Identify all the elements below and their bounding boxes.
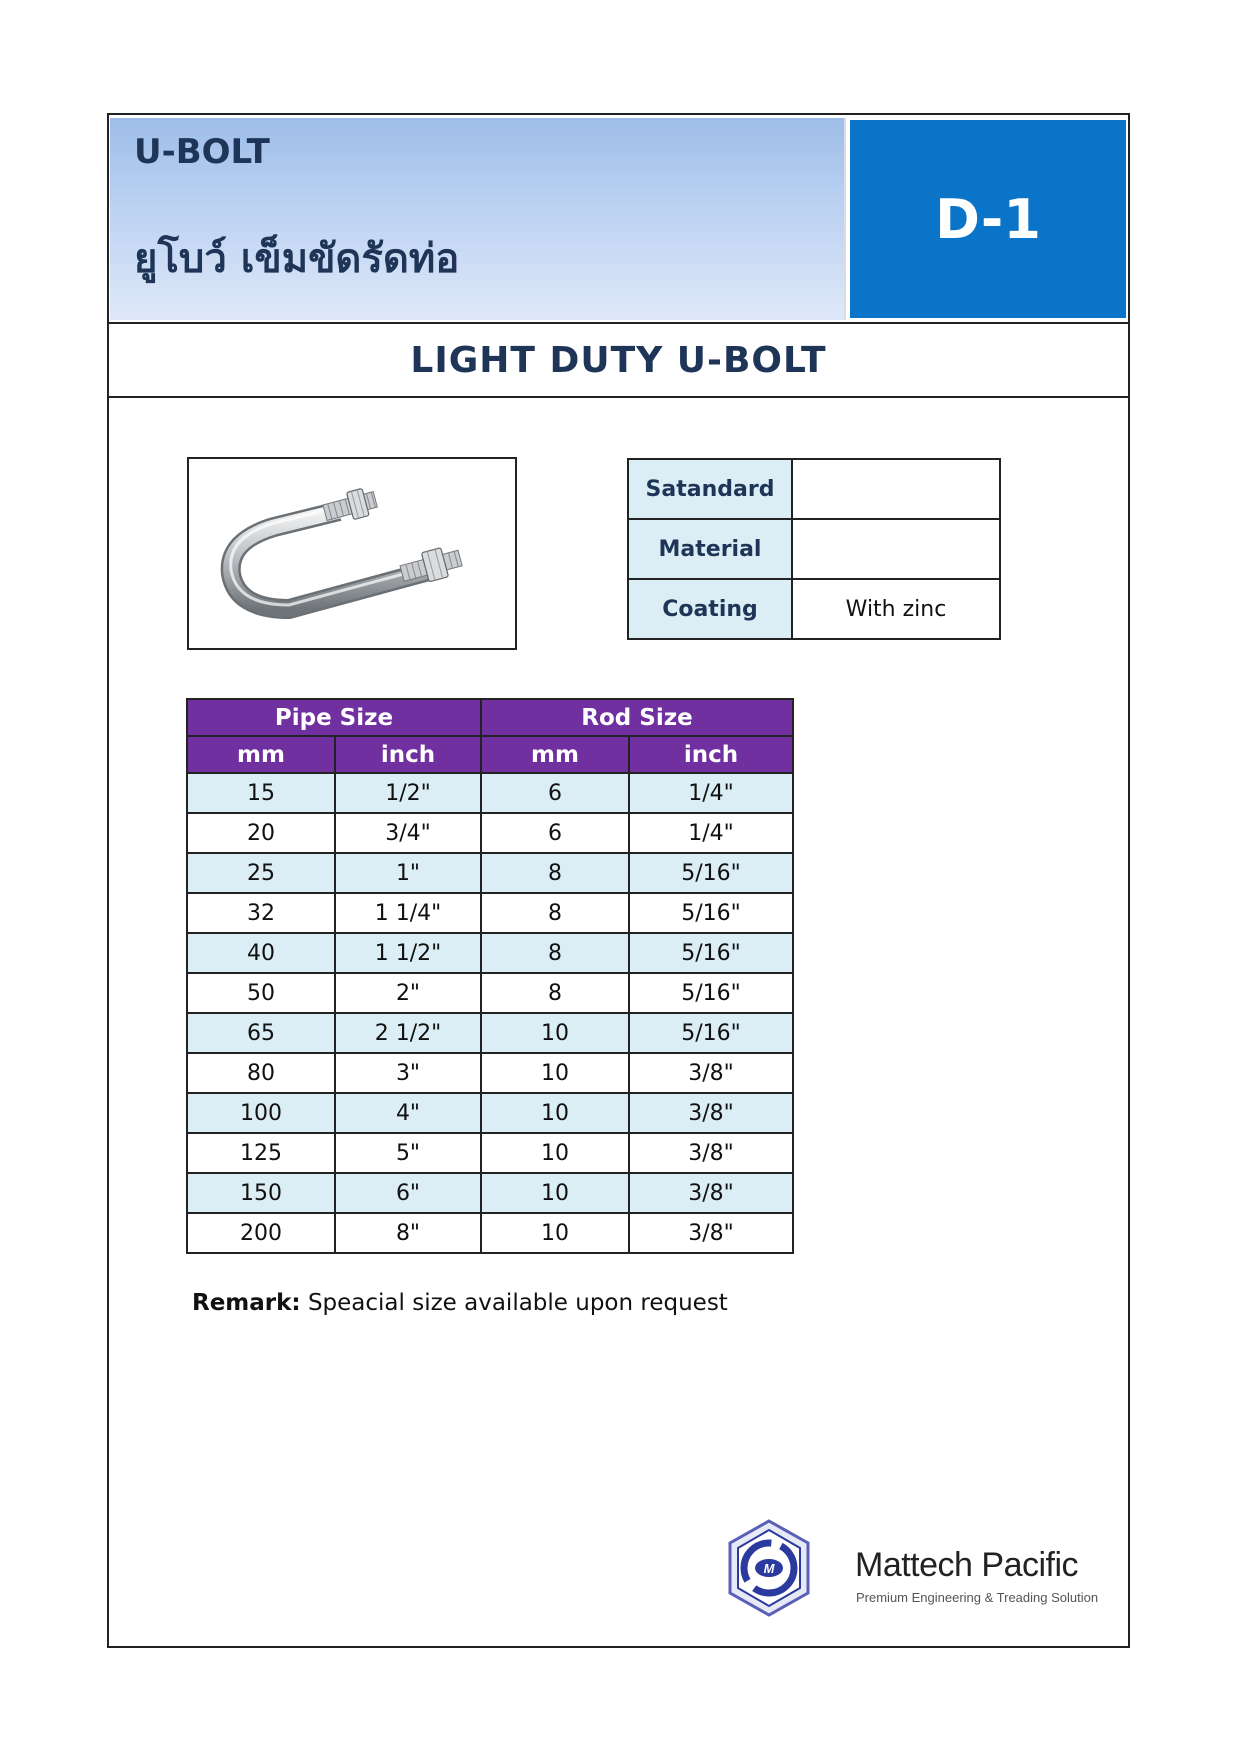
col-header-rod-mm: mm	[481, 736, 629, 773]
pipe-mm-cell: 25	[187, 853, 335, 893]
table-row	[187, 1173, 793, 1213]
u-bolt-image	[187, 457, 517, 650]
u-bolt-illustration	[189, 459, 515, 648]
remark-text: Speacial size available upon request	[300, 1290, 728, 1316]
pipe-inch-cell: 4"	[335, 1093, 481, 1133]
pipe-inch-cell: 6"	[335, 1173, 481, 1213]
size-sub-header-row	[187, 736, 793, 773]
table-row	[187, 773, 793, 813]
pipe-mm-cell: 80	[187, 1053, 335, 1093]
col-header-pipe-inch: inch	[335, 736, 481, 773]
rod-mm-cell: 8	[481, 853, 629, 893]
pipe-mm-cell: 65	[187, 1013, 335, 1053]
rod-inch-cell: 5/16"	[629, 853, 793, 893]
size-group-header-row	[187, 699, 793, 736]
size-table	[186, 698, 794, 1254]
pipe-mm-cell: 40	[187, 933, 335, 973]
rod-mm-cell: 10	[481, 1173, 629, 1213]
spec-row	[628, 579, 1000, 639]
rod-mm-cell: 10	[481, 1133, 629, 1173]
size-table-body	[187, 773, 793, 1253]
rod-mm-cell: 10	[481, 1213, 629, 1253]
pipe-mm-cell: 15	[187, 773, 335, 813]
pipe-inch-cell: 1 1/2"	[335, 933, 481, 973]
rod-mm-cell: 10	[481, 1093, 629, 1133]
pipe-mm-cell: 20	[187, 813, 335, 853]
spec-label-material: Material	[628, 519, 792, 579]
pipe-inch-cell: 1/2"	[335, 773, 481, 813]
rod-mm-cell: 10	[481, 1013, 629, 1053]
table-row	[187, 933, 793, 973]
rod-inch-cell: 1/4"	[629, 813, 793, 853]
rod-inch-cell: 5/16"	[629, 973, 793, 1013]
product-title: U-BOLT	[134, 132, 270, 172]
table-row	[187, 1013, 793, 1053]
table-row	[187, 1093, 793, 1133]
header-title-panel	[110, 118, 846, 320]
pipe-mm-cell: 150	[187, 1173, 335, 1213]
pipe-inch-cell: 2"	[335, 973, 481, 1013]
rod-inch-cell: 3/8"	[629, 1053, 793, 1093]
spec-value-standard	[792, 459, 1000, 519]
rod-mm-cell: 10	[481, 1053, 629, 1093]
rod-mm-cell: 8	[481, 893, 629, 933]
rod-inch-cell: 5/16"	[629, 893, 793, 933]
table-row	[187, 1213, 793, 1253]
pipe-inch-cell: 1 1/4"	[335, 893, 481, 933]
company-tagline: Premium Engineering & Treading Solution	[856, 1590, 1099, 1605]
pipe-mm-cell: 125	[187, 1133, 335, 1173]
pipe-mm-cell: 32	[187, 893, 335, 933]
rod-mm-cell: 6	[481, 813, 629, 853]
rod-inch-cell: 3/8"	[629, 1133, 793, 1173]
spec-value-coating: With zinc	[792, 579, 1000, 639]
remark-label: Remark:	[192, 1290, 301, 1316]
rod-inch-cell: 1/4"	[629, 773, 793, 813]
table-row	[187, 1053, 793, 1093]
product-code-badge: D-1	[850, 120, 1126, 318]
rod-size-header: Rod Size	[481, 699, 793, 736]
spec-label-coating: Coating	[628, 579, 792, 639]
rod-inch-cell: 5/16"	[629, 933, 793, 973]
product-title-thai: ยูโบว์ เข็มขัดรัดท่อ	[134, 236, 460, 282]
col-header-pipe-mm: mm	[187, 736, 335, 773]
logo-letters: M	[763, 1561, 775, 1576]
pipe-inch-cell: 8"	[335, 1213, 481, 1253]
pipe-inch-cell: 2 1/2"	[335, 1013, 481, 1053]
rod-mm-cell: 8	[481, 973, 629, 1013]
divider	[107, 396, 1130, 398]
rod-mm-cell: 8	[481, 933, 629, 973]
company-logo	[726, 1518, 812, 1618]
table-row	[187, 973, 793, 1013]
pipe-inch-cell: 5"	[335, 1133, 481, 1173]
rod-inch-cell: 3/8"	[629, 1093, 793, 1133]
table-row	[187, 1133, 793, 1173]
rod-inch-cell: 3/8"	[629, 1213, 793, 1253]
spec-value-material	[792, 519, 1000, 579]
pipe-inch-cell: 3/4"	[335, 813, 481, 853]
rod-inch-cell: 3/8"	[629, 1173, 793, 1213]
col-header-rod-inch: inch	[629, 736, 793, 773]
spec-table	[627, 458, 1001, 640]
table-row	[187, 813, 793, 853]
pipe-size-header: Pipe Size	[187, 699, 481, 736]
spec-row	[628, 459, 1000, 519]
pipe-mm-cell: 100	[187, 1093, 335, 1133]
rod-mm-cell: 6	[481, 773, 629, 813]
spec-row	[628, 519, 1000, 579]
pipe-inch-cell: 3"	[335, 1053, 481, 1093]
pipe-mm-cell: 50	[187, 973, 335, 1013]
table-row	[187, 853, 793, 893]
pipe-mm-cell: 200	[187, 1213, 335, 1253]
table-row	[187, 893, 793, 933]
pipe-inch-cell: 1"	[335, 853, 481, 893]
logo-hexagon-icon	[726, 1518, 812, 1618]
product-subtitle: LIGHT DUTY U-BOLT	[410, 339, 827, 381]
remark	[192, 1290, 728, 1316]
rod-inch-cell: 5/16"	[629, 1013, 793, 1053]
company-name: Mattech Pacific	[855, 1546, 1079, 1584]
spec-label-standard: Satandard	[628, 459, 792, 519]
